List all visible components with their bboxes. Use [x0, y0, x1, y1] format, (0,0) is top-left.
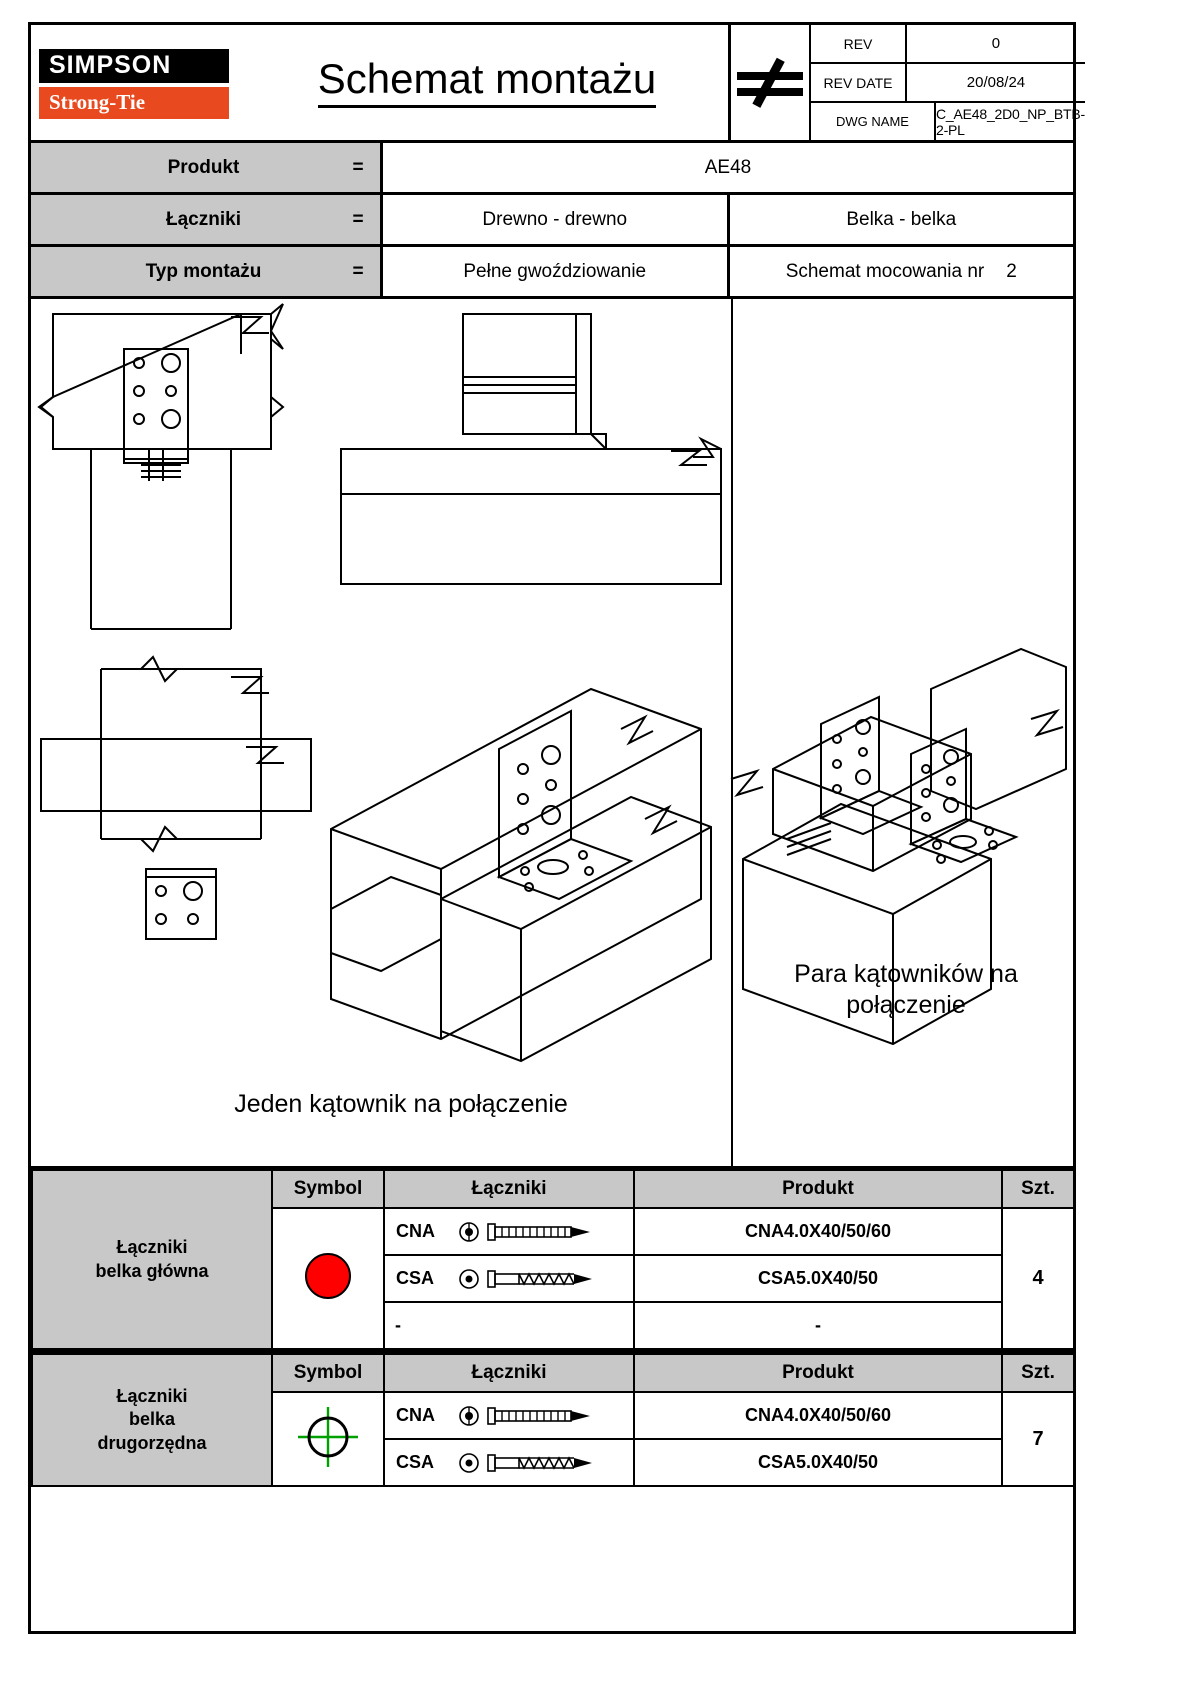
symbol-red-filled-circle-icon — [272, 1208, 384, 1349]
ring-shank-nail-icon — [486, 1221, 632, 1243]
info-row-typ-montazu — [31, 247, 1073, 299]
symbol-green-crosshair-icon — [272, 1392, 384, 1486]
product-code: CSA5.0X40/50 — [634, 1439, 1002, 1486]
info-label-typ-montazu — [31, 247, 383, 296]
label-line-1: Łączniki — [116, 1237, 188, 1258]
product-code: CSA5.0X40/50 — [634, 1255, 1002, 1302]
assembly-drawings — [31, 299, 1073, 1167]
fastener-code: CSA — [396, 1268, 435, 1288]
logo-strongtie-text: Strong-Tie — [39, 87, 229, 119]
ring-nail-head-icon — [452, 1221, 486, 1243]
rev-row — [811, 25, 1085, 64]
info-label-text: Łączniki — [166, 208, 241, 230]
schemat-number: 2 — [1006, 260, 1017, 282]
header-product: Produkt — [634, 1354, 1002, 1392]
dwg-name-label: DWG NAME — [811, 103, 936, 140]
info-label-text: Produkt — [167, 156, 240, 178]
rev-value: 0 — [991, 35, 1001, 52]
drawing-area — [31, 299, 1073, 1169]
table-row-label — [32, 1170, 272, 1349]
fastener-code: CNA — [396, 1405, 435, 1425]
rev-label: REV — [811, 25, 907, 62]
equals-sign: = — [352, 208, 364, 230]
info-value-typ-montazu: Pełne gwoździowanie — [383, 247, 730, 296]
info-label-produkt — [31, 143, 383, 192]
product-code: - — [634, 1302, 1002, 1349]
info-label-text: Typ montażu — [145, 260, 262, 282]
dwg-name-value: C_AE48_2D0_NP_BTB-2-PL — [936, 105, 1085, 138]
fastener-cell — [384, 1255, 634, 1302]
fastener-cell — [384, 1392, 634, 1439]
caption-pair-angles: Para kątowników na połączenie — [794, 960, 1018, 1020]
info-value-laczniki-1: Drewno - drewno — [383, 195, 730, 244]
screw-head-icon — [452, 1268, 486, 1290]
logo-simpson-text: SIMPSON — [39, 49, 229, 83]
table-row-label — [32, 1354, 272, 1486]
sheet-header — [31, 25, 1085, 143]
rev-date-label: REV DATE — [811, 64, 907, 101]
label-line-2: belka — [128, 1409, 176, 1430]
revision-block — [728, 25, 1085, 140]
page-title: Schemat montażu — [318, 57, 657, 107]
header-fasteners: Łączniki — [384, 1354, 634, 1392]
rev-date-row — [811, 64, 1085, 103]
info-label-laczniki — [31, 195, 383, 244]
header-qty: Szt. — [1002, 1170, 1074, 1208]
fastener-cell — [384, 1439, 634, 1486]
wood-screw-icon — [486, 1452, 632, 1474]
ring-shank-nail-icon — [486, 1405, 632, 1427]
fastener-code: CSA — [396, 1452, 435, 1472]
header-symbol: Symbol — [272, 1170, 384, 1208]
info-value-laczniki-2: Belka - belka — [846, 208, 957, 230]
drawing-sheet — [28, 22, 1085, 1634]
label-line-3: drugorzędna — [97, 1432, 207, 1453]
fastener-table-secondary-beam — [31, 1353, 1073, 1487]
fastener-cell — [384, 1208, 634, 1255]
label-line-2: belka główna — [95, 1260, 209, 1281]
equals-sign: = — [352, 260, 364, 282]
screw-head-icon — [452, 1452, 486, 1474]
crosshair-icon — [295, 1404, 361, 1470]
header-fasteners: Łączniki — [384, 1170, 634, 1208]
info-row-produkt — [31, 143, 1073, 195]
red-circle-icon — [300, 1248, 356, 1304]
product-code: CNA4.0X40/50/60 — [634, 1392, 1002, 1439]
rev-date-value: 20/08/24 — [966, 74, 1026, 91]
sheet-title-box — [246, 25, 728, 140]
header-product: Produkt — [634, 1170, 1002, 1208]
schemat-label: Schemat mocowania nr — [785, 260, 985, 282]
fastener-table-main-beam — [31, 1169, 1073, 1353]
info-row-laczniki — [31, 195, 1073, 247]
header-qty: Szt. — [1002, 1354, 1074, 1392]
product-code: CNA4.0X40/50/60 — [634, 1208, 1002, 1255]
info-value-schemat — [730, 247, 1074, 296]
ring-nail-head-icon — [452, 1405, 486, 1427]
info-value-produkt: AE48 — [704, 156, 752, 178]
equals-sign: = — [352, 156, 364, 178]
fastener-code: CNA — [396, 1221, 435, 1241]
not-equal-icon — [731, 25, 811, 140]
dwg-name-row — [811, 103, 1085, 140]
fastener-code: - — [384, 1302, 634, 1349]
quantity-value: 4 — [1002, 1208, 1074, 1349]
company-logo — [31, 25, 246, 140]
label-line-1: Łączniki — [116, 1385, 188, 1406]
quantity-value: 7 — [1002, 1392, 1074, 1486]
wood-screw-icon — [486, 1268, 632, 1290]
header-symbol: Symbol — [272, 1354, 384, 1392]
caption-single-angle: Jeden kątownik na połączenie — [234, 1090, 568, 1118]
